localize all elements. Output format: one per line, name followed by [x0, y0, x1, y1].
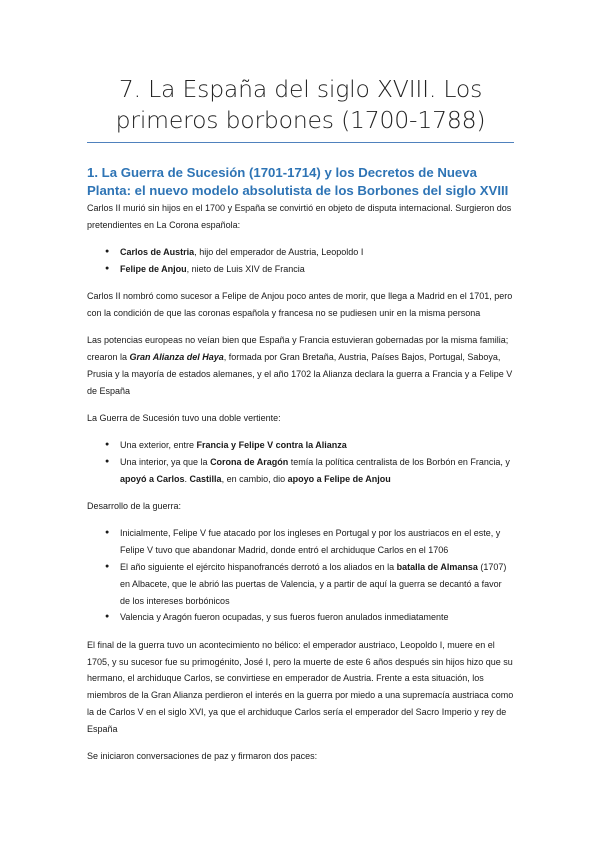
list-item-bold: Corona de Aragón: [210, 457, 289, 468]
list-item-text: Una exterior, entre: [120, 440, 197, 451]
list-item-text: Inicialmente, Felipe V fue atacado por los ingleses en Portugal y por los austriacos en el este, y Felipe V tuvo que abandonar Madrid, donde entró el archiduque Carlos en el 1706: [120, 528, 501, 556]
list-item-text: (1707) en Albacete, que le abrió las puertas de Valencia, y a partir de aquí la guerra se decantó a favor de los intereses borbónicos: [120, 562, 507, 606]
list-item-bold: apoyo a Felipe de Anjou: [287, 473, 391, 484]
bullet-icon: ●: [105, 613, 110, 621]
page-title: 7. La España del siglo XVIII. Los primeros borbones (1700-1788): [115, 75, 486, 134]
list-item-text: , en cambio, dio: [221, 473, 288, 484]
list-item-text: Valencia y Aragón fueron ocupadas, y sus fueros fueron anulados inmediatamente: [120, 612, 449, 623]
list-item: [87, 244, 514, 261]
list-item: [87, 609, 514, 626]
paragraph-intro: Carlos II murió sin hijos en el 1700 y España se convirtió en objeto de disputa internacional. Surgieron dos pretendientes en La Corona española:: [87, 203, 512, 230]
bullet-icon: ●: [105, 458, 110, 466]
list-item-text: Una interior, ya que la: [120, 457, 211, 468]
list-item-bold: Castilla: [189, 473, 222, 484]
paragraph-sucesor: Carlos II nombró como sucesor a Felipe de Anjou poco antes de morir, que llega a Madrid en el 1701, pero con la condición de que las coronas española y francesa no se pudiesen unir en la misma persona: [87, 291, 513, 318]
list-item-text: temía la política centralista de los Borbón en Francia, y: [288, 457, 510, 468]
section-heading: 1. La Guerra de Sucesión (1701-1714) y los Decretos de Nueva Planta: el nuevo modelo absolutista de los Borbones del siglo XVIII: [87, 165, 509, 198]
paragraph-desarrollo: Desarrollo de la guerra:: [87, 501, 182, 512]
title-divider: [87, 142, 514, 143]
list-item-text: , nieto de Luis XIV de Francia: [186, 263, 305, 274]
vertientes-list: [87, 437, 514, 487]
bullet-icon: ●: [105, 563, 110, 571]
document-page: [87, 0, 514, 765]
list-item-bold: Felipe de Anjou: [120, 263, 187, 274]
bullet-icon: ●: [105, 529, 110, 537]
list-item-bold: Carlos de Austria: [120, 247, 195, 258]
list-item-text: , hijo del emperador de Austria, Leopoldo I: [194, 247, 364, 258]
bullet-icon: ●: [105, 248, 110, 256]
list-item-bold: apoyó a Carlos: [120, 473, 185, 484]
list-item: [87, 525, 514, 559]
list-item: [87, 261, 514, 278]
list-item-bold: batalla de Almansa: [396, 562, 478, 573]
list-item-text: El año siguiente el ejército hispanofrancés derrotó a los aliados en la: [120, 562, 397, 573]
pretendientes-list: [87, 244, 514, 278]
list-item-bold: Francia y Felipe V contra la Alianza: [196, 440, 347, 451]
paragraph-text: , formada por Gran Bretaña, Austria, Países Bajos, Portugal, Saboya, Prusia y la mayoría de estados alemanes, y el año 1702 la Alianza declara la guerra a Francia y a Felipe V de España: [87, 352, 513, 396]
list-item: [87, 559, 514, 609]
list-item: [87, 454, 514, 488]
paragraph-paz: Se iniciaron conversaciones de paz y firmaron dos paces:: [87, 751, 318, 762]
paragraph-text: Las potencias europeas no veían bien que España y Francia estuvieran gobernadas por la misma familia; crearon la: [87, 335, 509, 363]
list-item-text: .: [184, 473, 190, 484]
gran-alianza-text: Gran Alianza del Haya: [129, 352, 224, 363]
paragraph-potencias: [87, 332, 514, 399]
desarrollo-list: [87, 525, 514, 626]
paragraph-final: El final de la guerra tuvo un acontecimiento no bélico: el emperador austriaco, Leopoldo I, muere en el 1705, y su sucesor fue su primogénito, José I, pero la muerte de este 6 años después sin hijos hizo que su hermano, el archiduque Carlos, se convirtiese en emperador de Austria. Frente a esta situación, los miembros de la Gran Alianza perdieron el interés en la guerra por miedo a una supremacía austriaca como la de Carlos V en el siglo XVI, ya que el archiduque Carlos sería el emperador del Sacro Imperio y rey de España: [87, 639, 514, 734]
paragraph-vertiente: La Guerra de Sucesión tuvo una doble vertiente:: [87, 412, 281, 423]
bullet-icon: ●: [105, 264, 110, 272]
bullet-icon: ●: [105, 441, 110, 449]
list-item: [87, 437, 514, 454]
